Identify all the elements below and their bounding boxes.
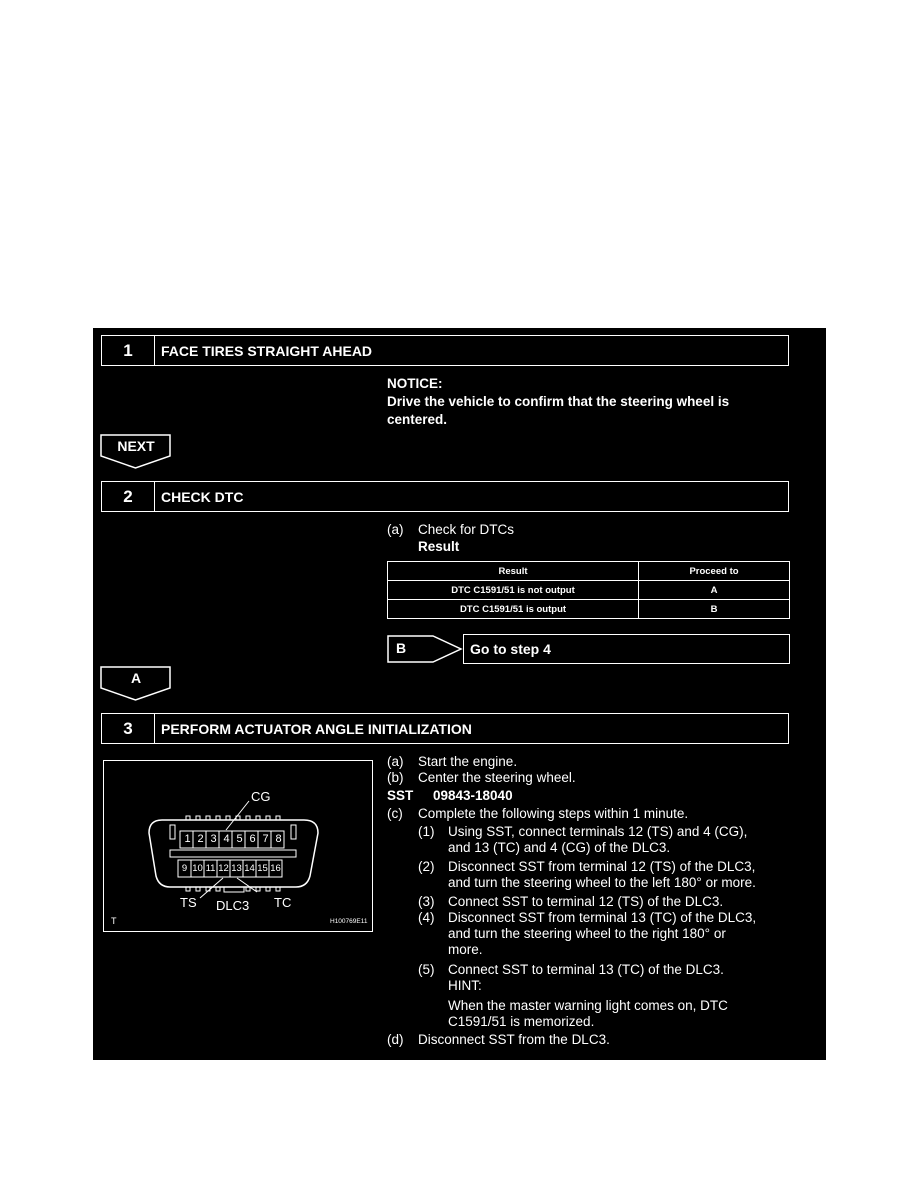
- substep-3-line-1: Connect SST to terminal 12 (TS) of the DLC3.: [448, 894, 724, 909]
- branch-a-label: A: [130, 670, 142, 686]
- pin-label: 12: [218, 863, 229, 874]
- goto-step-4-text: Go to step 4: [470, 641, 551, 657]
- substep-5-number: (5): [418, 962, 435, 977]
- step-3-b-text: Center the steering wheel.: [418, 770, 576, 785]
- pin-label: 11: [205, 863, 216, 874]
- pin-label: 4: [223, 833, 230, 845]
- branch-b-label: B: [396, 640, 407, 656]
- table-header-proceed: Proceed to: [639, 562, 790, 581]
- sst-number: 09843-18040: [433, 788, 513, 803]
- substep-1-line-2: and 13 (TC) and 4 (CG) of the DLC3.: [448, 840, 671, 855]
- substep-5-line-1: Connect SST to terminal 13 (TC) of the DLC3.: [448, 962, 724, 977]
- pin-label: 2: [197, 833, 204, 845]
- hint-line-2: C1591/51 is memorized.: [448, 1014, 595, 1029]
- substep-2-line-1: Disconnect SST from terminal 12 (TS) of the DLC3,: [448, 859, 756, 874]
- goto-step-4-box[interactable]: [463, 634, 790, 664]
- table-header-result: Result: [388, 562, 639, 581]
- step-2-number: 2: [102, 482, 155, 511]
- step-3-number: 3: [102, 714, 155, 743]
- table-cell: B: [639, 600, 790, 619]
- result-table: [387, 561, 790, 619]
- hint-line-1: When the master warning light comes on, DTC: [448, 998, 728, 1013]
- hint-label: HINT:: [448, 978, 482, 993]
- pin-label: 16: [270, 863, 281, 874]
- step-1-number: 1: [102, 336, 155, 365]
- pin-label: 8: [275, 833, 282, 845]
- branch-a-arrow[interactable]: [100, 666, 172, 702]
- tc-label: TC: [274, 895, 292, 910]
- substep-4-number: (4): [418, 910, 435, 925]
- pin-label: 5: [236, 833, 243, 845]
- notice-label: NOTICE:: [387, 376, 443, 391]
- notice-line-1: Drive the vehicle to confirm that the steering wheel is: [387, 394, 730, 409]
- step-3-d-label: (d): [387, 1032, 404, 1047]
- step-1-title: FACE TIRES STRAIGHT AHEAD: [161, 342, 373, 359]
- sst-label: SST: [387, 788, 414, 803]
- pin-label: 3: [210, 833, 217, 845]
- table-header-row: [388, 562, 790, 581]
- next-arrow[interactable]: [100, 434, 172, 470]
- step-3-a-label: (a): [387, 754, 404, 769]
- substep-1-number: (1): [418, 824, 435, 839]
- pin-label: 13: [231, 863, 242, 874]
- table-cell: A: [639, 581, 790, 600]
- substep-4-line-1: Disconnect SST from terminal 13 (TC) of the DLC3,: [448, 910, 757, 925]
- branch-b-arrow[interactable]: [387, 634, 463, 664]
- pin-label: 14: [244, 863, 255, 874]
- table-row: [388, 600, 790, 619]
- table-cell: DTC C1591/51 is not output: [388, 581, 639, 600]
- pin-label: 1: [184, 833, 191, 845]
- step-2-title: CHECK DTC: [161, 488, 244, 505]
- step-2-item-a-text: Check for DTCs: [418, 522, 515, 537]
- pin-label: 15: [257, 863, 268, 874]
- dlc3-label: DLC3: [216, 898, 250, 913]
- dlc3-connector-figure: [103, 760, 373, 932]
- step-3-d-text: Disconnect SST from the DLC3.: [418, 1032, 610, 1047]
- figure-id: H100769E11: [330, 918, 368, 925]
- step-2-header: [101, 481, 789, 512]
- table-cell: DTC C1591/51 is output: [388, 600, 639, 619]
- step-3-title: PERFORM ACTUATOR ANGLE INITIALIZATION: [161, 720, 472, 737]
- pin-label: 7: [262, 833, 269, 845]
- repair-procedure-panel: [93, 328, 826, 1060]
- pin-label: 10: [192, 863, 203, 874]
- step-3-header: [101, 713, 789, 744]
- pin-label: 9: [181, 863, 188, 874]
- ts-label: TS: [180, 895, 197, 910]
- step-3-a-text: Start the engine.: [418, 754, 518, 769]
- substep-3-number: (3): [418, 894, 435, 909]
- step-3-b-label: (b): [387, 770, 404, 785]
- pin-label: 6: [249, 833, 256, 845]
- substep-2-line-2: and turn the steering wheel to the left 180° or more.: [448, 875, 756, 890]
- step-1-header: [101, 335, 789, 366]
- table-row: [388, 581, 790, 600]
- next-label: NEXT: [117, 438, 155, 454]
- cg-label: CG: [251, 789, 271, 804]
- step-3-c-text: Complete the following steps within 1 minute.: [418, 806, 689, 821]
- notice-line-2: centered.: [387, 412, 448, 427]
- substep-4-line-2: and turn the steering wheel to the right 180° or: [448, 926, 726, 941]
- figure-corner-label: T: [111, 916, 117, 926]
- step-2-item-a-label: (a): [387, 522, 404, 537]
- substep-4-line-3: more.: [448, 942, 483, 957]
- result-heading: Result: [418, 539, 460, 554]
- substep-1-line-1: Using SST, connect terminals 12 (TS) and 4 (CG),: [448, 824, 748, 839]
- substep-2-number: (2): [418, 859, 435, 874]
- step-3-c-label: (c): [387, 806, 403, 821]
